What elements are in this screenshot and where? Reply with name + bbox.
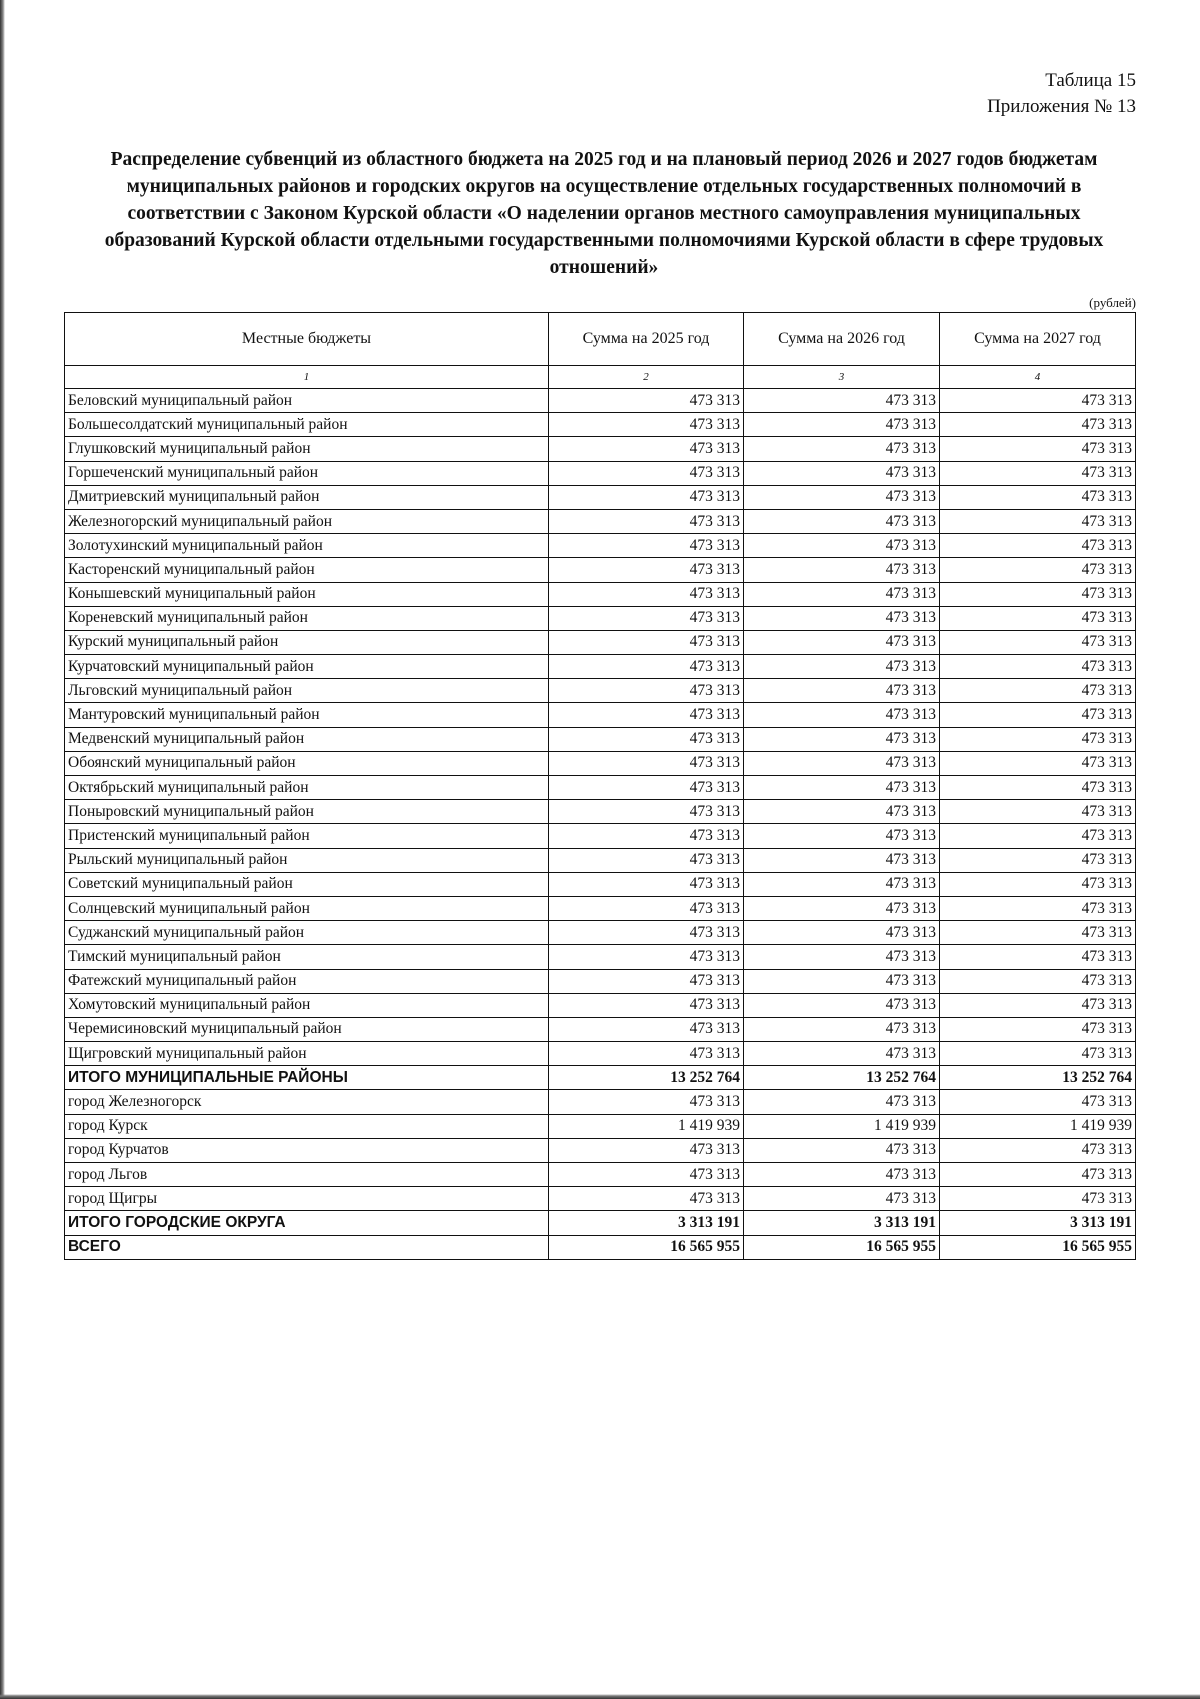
row-name-cell: город Курск bbox=[65, 1114, 549, 1138]
table-row bbox=[65, 679, 1136, 703]
value-2027-cell: 473 313 bbox=[940, 872, 1136, 896]
value-2026-cell: 473 313 bbox=[744, 389, 940, 413]
table-row bbox=[65, 437, 1136, 461]
value-2026-cell: 473 313 bbox=[744, 606, 940, 630]
value-2026-cell: 473 313 bbox=[744, 800, 940, 824]
row-name-cell: Курский муниципальный район bbox=[65, 630, 549, 654]
row-name-cell: Суджанский муниципальный район bbox=[65, 921, 549, 945]
table-row bbox=[65, 509, 1136, 533]
column-header-2027: Сумма на 2027 год bbox=[940, 313, 1136, 366]
row-name-cell: ВСЕГО bbox=[65, 1235, 549, 1259]
value-2026-cell: 473 313 bbox=[744, 485, 940, 509]
column-number: 2 bbox=[549, 366, 744, 389]
table-row bbox=[65, 534, 1136, 558]
column-number: 3 bbox=[744, 366, 940, 389]
value-2027-cell: 473 313 bbox=[940, 1090, 1136, 1114]
value-2025-cell: 473 313 bbox=[549, 461, 744, 485]
value-2026-cell: 473 313 bbox=[744, 751, 940, 775]
value-2026-cell: 473 313 bbox=[744, 1138, 940, 1162]
row-name-cell: Железногорский муниципальный район bbox=[65, 509, 549, 533]
row-name-cell: Мантуровский муниципальный район bbox=[65, 703, 549, 727]
table-row bbox=[65, 727, 1136, 751]
value-2025-cell: 473 313 bbox=[549, 558, 744, 582]
value-2027-cell: 473 313 bbox=[940, 437, 1136, 461]
value-2026-cell: 473 313 bbox=[744, 872, 940, 896]
table-row bbox=[65, 1138, 1136, 1162]
row-name-cell: Черемисиновский муниципальный район bbox=[65, 1017, 549, 1041]
row-name-cell: Пристенский муниципальный район bbox=[65, 824, 549, 848]
value-2026-cell: 473 313 bbox=[744, 776, 940, 800]
row-name-cell: Фатежский муниципальный район bbox=[65, 969, 549, 993]
value-2027-cell: 473 313 bbox=[940, 751, 1136, 775]
value-2026-cell: 473 313 bbox=[744, 1187, 940, 1211]
value-2026-cell: 13 252 764 bbox=[744, 1066, 940, 1090]
table-row bbox=[65, 800, 1136, 824]
row-name-cell: ИТОГО ГОРОДСКИЕ ОКРУГА bbox=[65, 1211, 549, 1235]
table-row bbox=[65, 485, 1136, 509]
value-2027-cell: 473 313 bbox=[940, 727, 1136, 751]
table-row bbox=[65, 1163, 1136, 1187]
table-row bbox=[65, 993, 1136, 1017]
table-row bbox=[65, 606, 1136, 630]
value-2025-cell: 473 313 bbox=[549, 509, 744, 533]
value-2026-cell: 473 313 bbox=[744, 727, 940, 751]
value-2027-cell: 1 419 939 bbox=[940, 1114, 1136, 1138]
column-header-2025: Сумма на 2025 год bbox=[549, 313, 744, 366]
table-row bbox=[65, 630, 1136, 654]
value-2026-cell: 473 313 bbox=[744, 703, 940, 727]
value-2027-cell: 473 313 bbox=[940, 461, 1136, 485]
value-2027-cell: 473 313 bbox=[940, 534, 1136, 558]
value-2026-cell: 473 313 bbox=[744, 1042, 940, 1066]
row-name-cell: Медвенский муниципальный район bbox=[65, 727, 549, 751]
table-row bbox=[65, 1187, 1136, 1211]
table-row bbox=[65, 389, 1136, 413]
row-name-cell: город Железногорск bbox=[65, 1090, 549, 1114]
value-2027-cell: 473 313 bbox=[940, 848, 1136, 872]
value-2025-cell: 1 419 939 bbox=[549, 1114, 744, 1138]
table-body bbox=[65, 389, 1136, 1260]
row-name-cell: Беловский муниципальный район bbox=[65, 389, 549, 413]
value-2025-cell: 473 313 bbox=[549, 824, 744, 848]
value-2025-cell: 473 313 bbox=[549, 582, 744, 606]
value-2025-cell: 473 313 bbox=[549, 1090, 744, 1114]
value-2027-cell: 473 313 bbox=[940, 413, 1136, 437]
table-label: Таблица 15 bbox=[1045, 70, 1136, 91]
value-2025-cell: 473 313 bbox=[549, 606, 744, 630]
value-2027-cell: 473 313 bbox=[940, 630, 1136, 654]
row-name-cell: Касторенский муниципальный район bbox=[65, 558, 549, 582]
table-row bbox=[65, 776, 1136, 800]
value-2027-cell: 16 565 955 bbox=[940, 1235, 1136, 1259]
value-2025-cell: 13 252 764 bbox=[549, 1066, 744, 1090]
table-total-row bbox=[65, 1235, 1136, 1259]
value-2025-cell: 473 313 bbox=[549, 969, 744, 993]
table-row bbox=[65, 413, 1136, 437]
row-name-cell: Тимский муниципальный район bbox=[65, 945, 549, 969]
value-2025-cell: 473 313 bbox=[549, 776, 744, 800]
row-name-cell: Кореневский муниципальный район bbox=[65, 606, 549, 630]
row-name-cell: Щигровский муниципальный район bbox=[65, 1042, 549, 1066]
value-2025-cell: 473 313 bbox=[549, 921, 744, 945]
value-2027-cell: 473 313 bbox=[940, 800, 1136, 824]
table-row bbox=[65, 945, 1136, 969]
document-header bbox=[987, 68, 1136, 120]
value-2027-cell: 473 313 bbox=[940, 1042, 1136, 1066]
scan-edge-bottom bbox=[0, 1694, 1200, 1699]
row-name-cell: Золотухинский муниципальный район bbox=[65, 534, 549, 558]
value-2027-cell: 473 313 bbox=[940, 945, 1136, 969]
value-2025-cell: 473 313 bbox=[549, 751, 744, 775]
value-2026-cell: 473 313 bbox=[744, 655, 940, 679]
row-name-cell: Солнцевский муниципальный район bbox=[65, 896, 549, 920]
table-row bbox=[65, 1114, 1136, 1138]
column-number-row bbox=[65, 366, 1136, 389]
value-2026-cell: 473 313 bbox=[744, 945, 940, 969]
value-2026-cell: 473 313 bbox=[744, 461, 940, 485]
value-2027-cell: 473 313 bbox=[940, 582, 1136, 606]
table-row bbox=[65, 1090, 1136, 1114]
value-2025-cell: 473 313 bbox=[549, 945, 744, 969]
value-2027-cell: 473 313 bbox=[940, 824, 1136, 848]
value-2027-cell: 13 252 764 bbox=[940, 1066, 1136, 1090]
row-name-cell: Дмитриевский муниципальный район bbox=[65, 485, 549, 509]
table-row bbox=[65, 872, 1136, 896]
value-2025-cell: 473 313 bbox=[549, 630, 744, 654]
row-name-cell: Октябрьский муниципальный район bbox=[65, 776, 549, 800]
row-name-cell: город Щигры bbox=[65, 1187, 549, 1211]
value-2026-cell: 473 313 bbox=[744, 824, 940, 848]
value-2025-cell: 473 313 bbox=[549, 485, 744, 509]
value-2026-cell: 3 313 191 bbox=[744, 1211, 940, 1235]
value-2027-cell: 473 313 bbox=[940, 509, 1136, 533]
row-name-cell: Глушковский муниципальный район bbox=[65, 437, 549, 461]
value-2025-cell: 473 313 bbox=[549, 896, 744, 920]
table-row bbox=[65, 461, 1136, 485]
value-2026-cell: 473 313 bbox=[744, 558, 940, 582]
row-name-cell: город Курчатов bbox=[65, 1138, 549, 1162]
value-2027-cell: 473 313 bbox=[940, 558, 1136, 582]
value-2027-cell: 473 313 bbox=[940, 606, 1136, 630]
value-2026-cell: 473 313 bbox=[744, 679, 940, 703]
value-2025-cell: 473 313 bbox=[549, 413, 744, 437]
row-name-cell: Поныровский муниципальный район bbox=[65, 800, 549, 824]
units-label: (рублей) bbox=[1089, 295, 1136, 310]
value-2026-cell: 473 313 bbox=[744, 1163, 940, 1187]
value-2027-cell: 473 313 bbox=[940, 1138, 1136, 1162]
value-2025-cell: 473 313 bbox=[549, 1187, 744, 1211]
value-2027-cell: 473 313 bbox=[940, 776, 1136, 800]
value-2026-cell: 473 313 bbox=[744, 848, 940, 872]
value-2026-cell: 473 313 bbox=[744, 582, 940, 606]
value-2026-cell: 473 313 bbox=[744, 413, 940, 437]
appendix-label: Приложения № 13 bbox=[987, 96, 1136, 117]
value-2025-cell: 473 313 bbox=[549, 1017, 744, 1041]
value-2025-cell: 473 313 bbox=[549, 389, 744, 413]
table-row bbox=[65, 751, 1136, 775]
row-name-cell: Конышевский муниципальный район bbox=[65, 582, 549, 606]
value-2026-cell: 473 313 bbox=[744, 896, 940, 920]
table-row bbox=[65, 655, 1136, 679]
value-2027-cell: 3 313 191 bbox=[940, 1211, 1136, 1235]
value-2027-cell: 473 313 bbox=[940, 389, 1136, 413]
row-name-cell: Льговский муниципальный район bbox=[65, 679, 549, 703]
value-2027-cell: 473 313 bbox=[940, 896, 1136, 920]
value-2026-cell: 473 313 bbox=[744, 993, 940, 1017]
row-name-cell: Обоянский муниципальный район bbox=[65, 751, 549, 775]
value-2027-cell: 473 313 bbox=[940, 993, 1136, 1017]
value-2025-cell: 473 313 bbox=[549, 534, 744, 558]
value-2026-cell: 473 313 bbox=[744, 437, 940, 461]
table-row bbox=[65, 969, 1136, 993]
value-2026-cell: 473 313 bbox=[744, 921, 940, 945]
table-row bbox=[65, 848, 1136, 872]
value-2027-cell: 473 313 bbox=[940, 485, 1136, 509]
value-2025-cell: 473 313 bbox=[549, 872, 744, 896]
value-2026-cell: 473 313 bbox=[744, 534, 940, 558]
value-2027-cell: 473 313 bbox=[940, 1017, 1136, 1041]
row-name-cell: Хомутовский муниципальный район bbox=[65, 993, 549, 1017]
document-title: Распределение субвенций из областного бюджета на 2025 год и на плановый период 2026 и 2027 годов бюджетам муниципальных районов и городских округов на осуществление отдельных государственных полномочий в соответствии с Законом Курской области «О наделении органов местного самоуправления муниципальных образований Курской области отдельными государственными полномочиями Курской области в сфере трудовых отношений» bbox=[104, 149, 1104, 278]
value-2026-cell: 1 419 939 bbox=[744, 1114, 940, 1138]
table-row bbox=[65, 1042, 1136, 1066]
row-name-cell: Большесолдатский муниципальный район bbox=[65, 413, 549, 437]
table-total-row bbox=[65, 1211, 1136, 1235]
column-header-2026: Сумма на 2026 год bbox=[744, 313, 940, 366]
row-name-cell: город Льгов bbox=[65, 1163, 549, 1187]
column-number: 4 bbox=[940, 366, 1136, 389]
value-2025-cell: 473 313 bbox=[549, 800, 744, 824]
value-2027-cell: 473 313 bbox=[940, 655, 1136, 679]
table-row bbox=[65, 824, 1136, 848]
value-2025-cell: 473 313 bbox=[549, 1138, 744, 1162]
value-2025-cell: 473 313 bbox=[549, 437, 744, 461]
scan-edge-left bbox=[0, 0, 5, 1699]
table-row bbox=[65, 896, 1136, 920]
value-2025-cell: 473 313 bbox=[549, 993, 744, 1017]
value-2027-cell: 473 313 bbox=[940, 703, 1136, 727]
row-name-cell: ИТОГО МУНИЦИПАЛЬНЫЕ РАЙОНЫ bbox=[65, 1066, 549, 1090]
row-name-cell: Курчатовский муниципальный район bbox=[65, 655, 549, 679]
row-name-cell: Рыльский муниципальный район bbox=[65, 848, 549, 872]
table-total-row bbox=[65, 1066, 1136, 1090]
table-row bbox=[65, 558, 1136, 582]
value-2025-cell: 473 313 bbox=[549, 727, 744, 751]
value-2026-cell: 473 313 bbox=[744, 509, 940, 533]
value-2025-cell: 473 313 bbox=[549, 655, 744, 679]
value-2025-cell: 16 565 955 bbox=[549, 1235, 744, 1259]
column-number: 1 bbox=[65, 366, 549, 389]
row-name-cell: Горшеченский муниципальный район bbox=[65, 461, 549, 485]
value-2025-cell: 473 313 bbox=[549, 848, 744, 872]
table-row bbox=[65, 703, 1136, 727]
value-2027-cell: 473 313 bbox=[940, 1163, 1136, 1187]
value-2027-cell: 473 313 bbox=[940, 679, 1136, 703]
value-2026-cell: 473 313 bbox=[744, 630, 940, 654]
subsidy-table bbox=[64, 312, 1136, 1260]
value-2025-cell: 3 313 191 bbox=[549, 1211, 744, 1235]
value-2026-cell: 473 313 bbox=[744, 1017, 940, 1041]
value-2026-cell: 473 313 bbox=[744, 1090, 940, 1114]
value-2026-cell: 473 313 bbox=[744, 969, 940, 993]
value-2027-cell: 473 313 bbox=[940, 1187, 1136, 1211]
row-name-cell: Советский муниципальный район bbox=[65, 872, 549, 896]
value-2027-cell: 473 313 bbox=[940, 921, 1136, 945]
column-header-budgets: Местные бюджеты bbox=[65, 313, 549, 366]
value-2025-cell: 473 313 bbox=[549, 1042, 744, 1066]
value-2026-cell: 16 565 955 bbox=[744, 1235, 940, 1259]
table-row bbox=[65, 921, 1136, 945]
value-2025-cell: 473 313 bbox=[549, 1163, 744, 1187]
table-row bbox=[65, 1017, 1136, 1041]
value-2027-cell: 473 313 bbox=[940, 969, 1136, 993]
table-header-row bbox=[65, 313, 1136, 366]
value-2025-cell: 473 313 bbox=[549, 703, 744, 727]
value-2025-cell: 473 313 bbox=[549, 679, 744, 703]
table-row bbox=[65, 582, 1136, 606]
